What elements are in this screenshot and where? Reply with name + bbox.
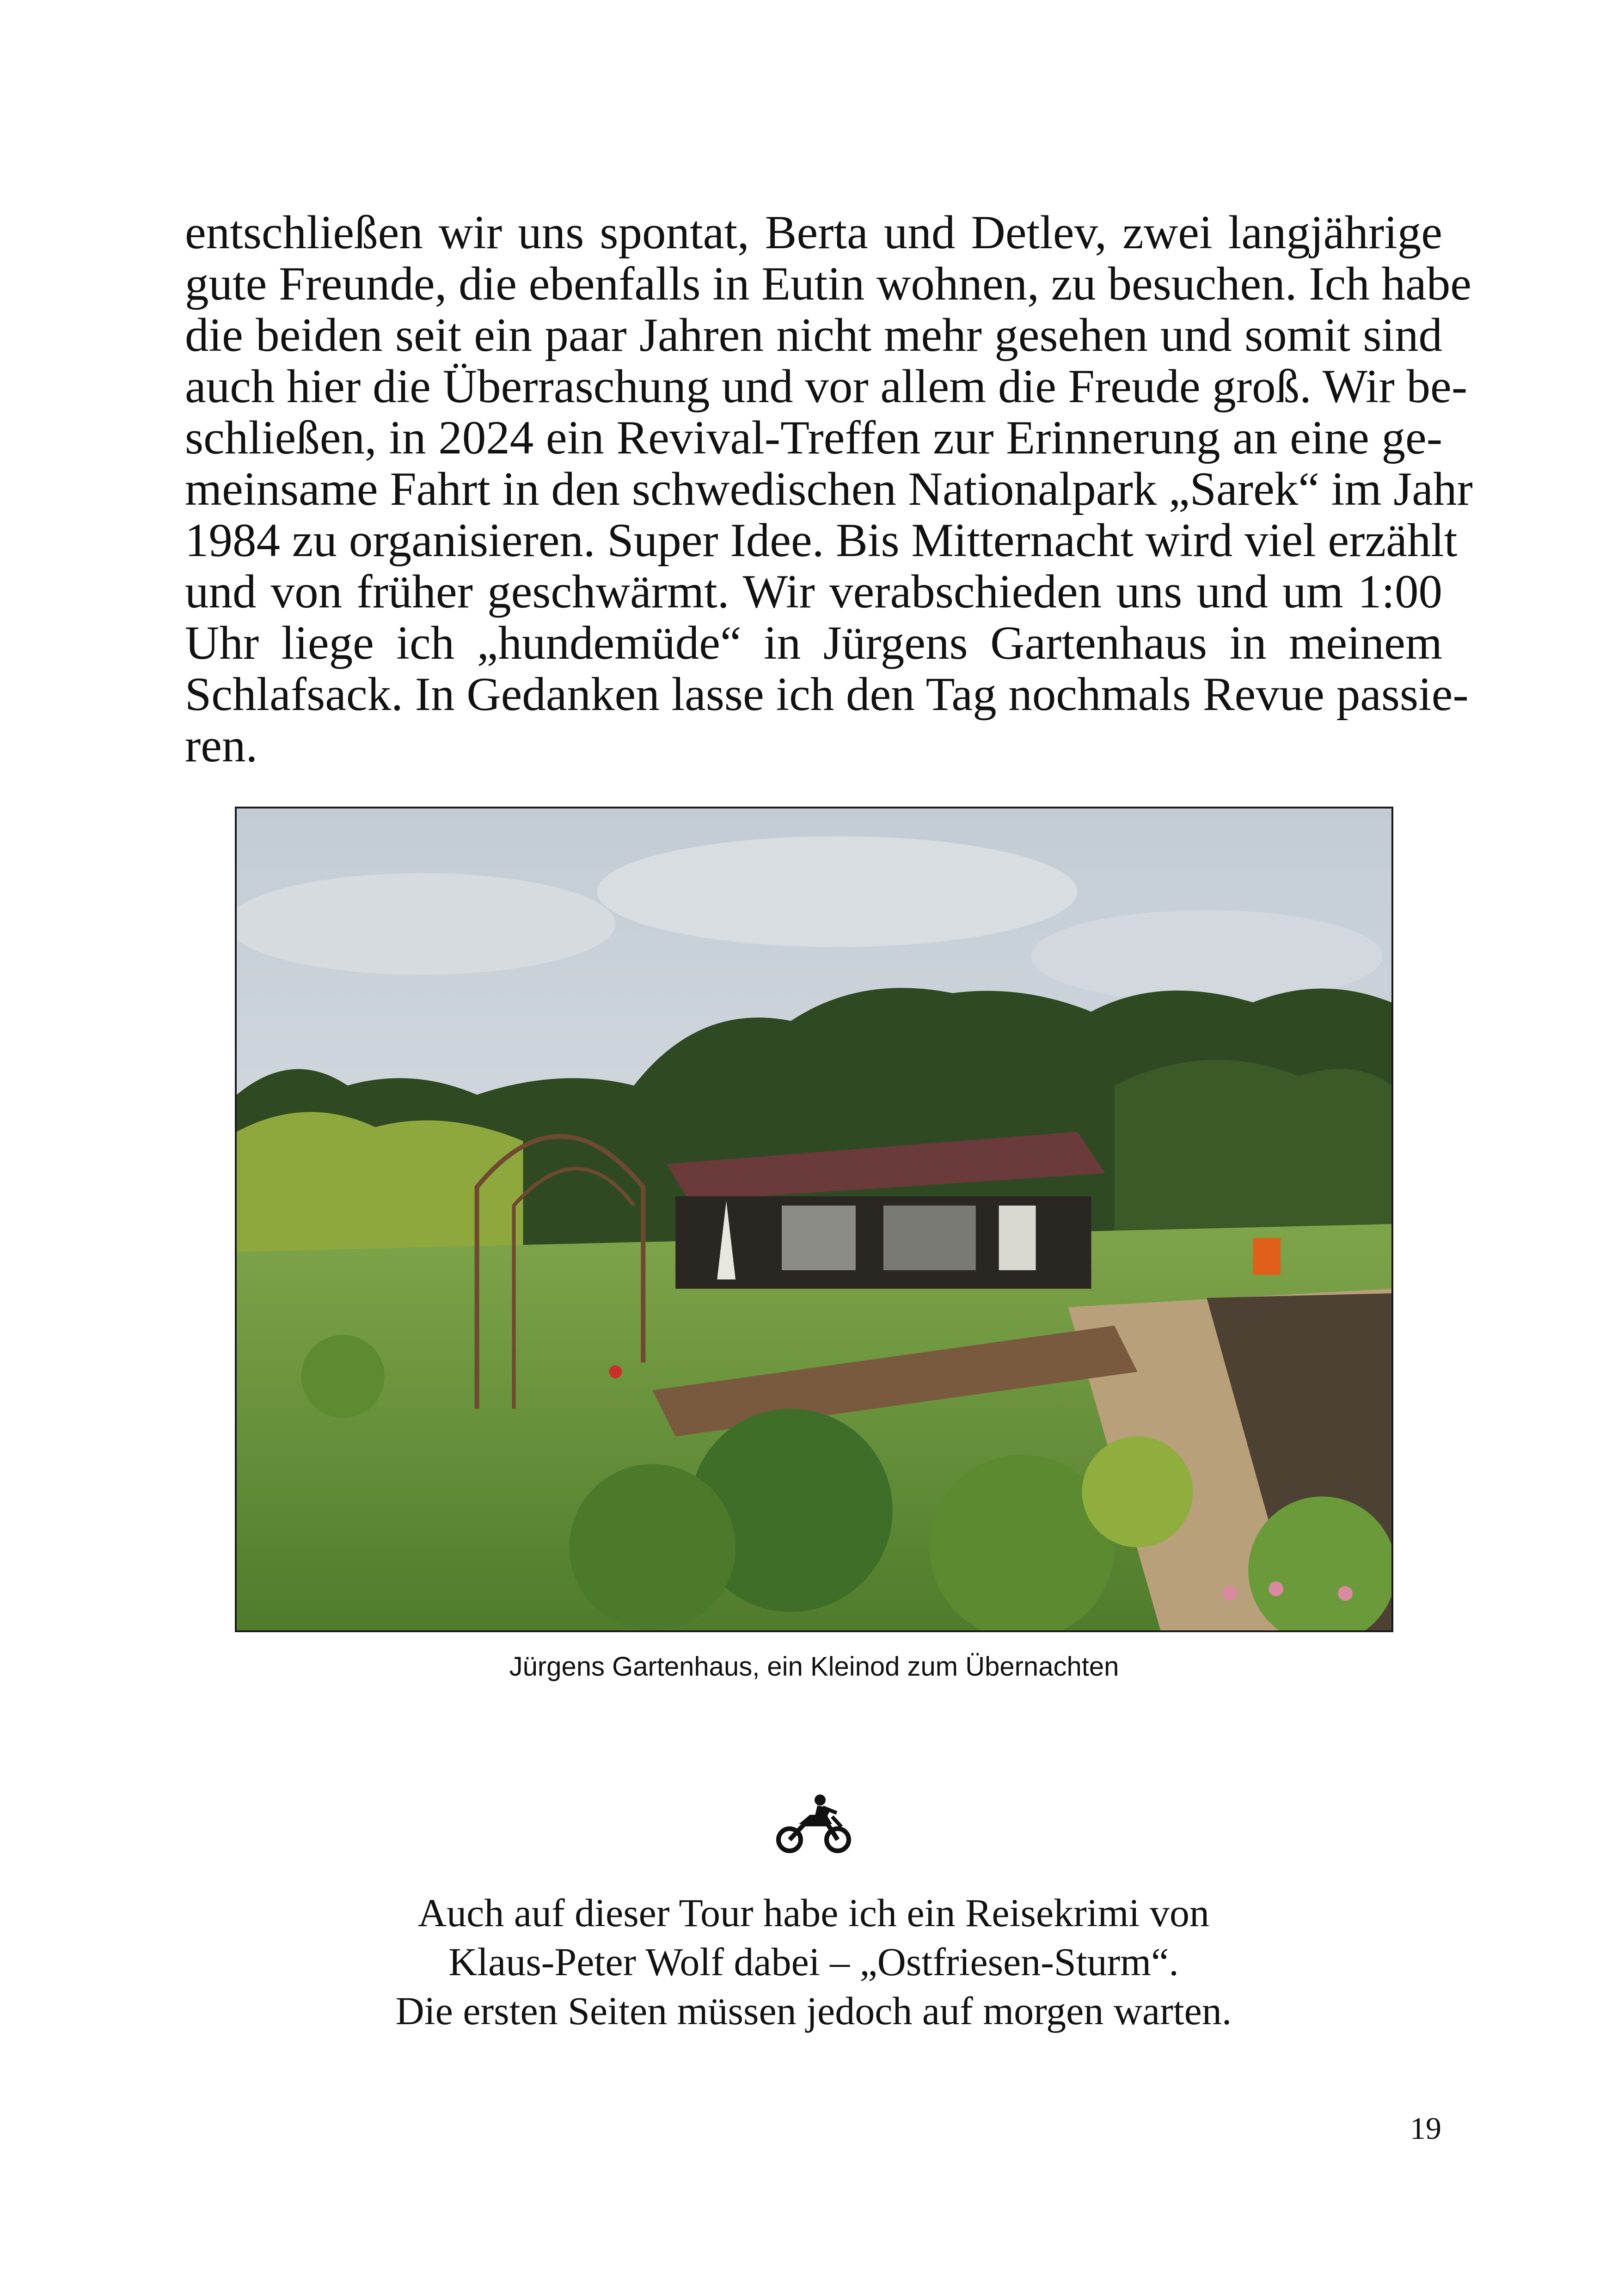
garden-photo — [235, 807, 1393, 1632]
closing-line: Auch auf dieser Tour habe ich ein Reisekrimi von — [418, 1891, 1209, 1935]
closing-line: Klaus-Peter Wolf dabei – „Ostfriesen-Sturm“. — [448, 1940, 1179, 1984]
body-line: die beiden seit ein paar Jahren nicht mehr gesehen und somit sind — [185, 309, 1442, 361]
body-line: Uhr liege ich „hundemüde“ in Jürgens Gartenhaus in meinem — [185, 617, 1442, 669]
closing-line: Die ersten Seiten müssen jedoch auf morgen warten. — [395, 1989, 1232, 2033]
body-paragraph — [185, 206, 1473, 772]
page-number: 19 — [1410, 2111, 1441, 2146]
body-line: meinsame Fahrt in den schwedischen Nationalpark „Sarek“ im Jahr — [185, 463, 1473, 515]
body-line: auch hier die Überraschung und vor allem die Freude groß. Wir be- — [185, 360, 1468, 413]
body-line: ren. — [185, 719, 258, 772]
body-line: und von früher geschwärmt. Wir verabschieden uns und um 1:00 — [185, 565, 1442, 618]
body-line: 1984 zu organisieren. Super Idee. Bis Mitternacht wird viel erzählt — [185, 514, 1458, 567]
body-line: schließen, in 2024 ein Revival-Treffen zur Erinnerung an eine ge- — [185, 411, 1442, 464]
body-line: Schlafsack. In Gedanken lasse ich den Tag nochmals Revue passie- — [185, 668, 1469, 721]
photo-caption: Jürgens Gartenhaus, ein Kleinod zum Übernachten — [509, 1652, 1119, 1682]
body-line: entschließen wir uns spontat, Berta und Detlev, zwei langjährige — [185, 206, 1442, 259]
body-line: gute Freunde, die ebenfalls in Eutin wohnen, zu besuchen. Ich habe — [185, 257, 1471, 310]
motorcycle-rider-icon — [772, 1794, 855, 1854]
garden-photo-illustration — [237, 808, 1391, 1630]
closing-paragraph — [185, 1888, 1442, 2035]
